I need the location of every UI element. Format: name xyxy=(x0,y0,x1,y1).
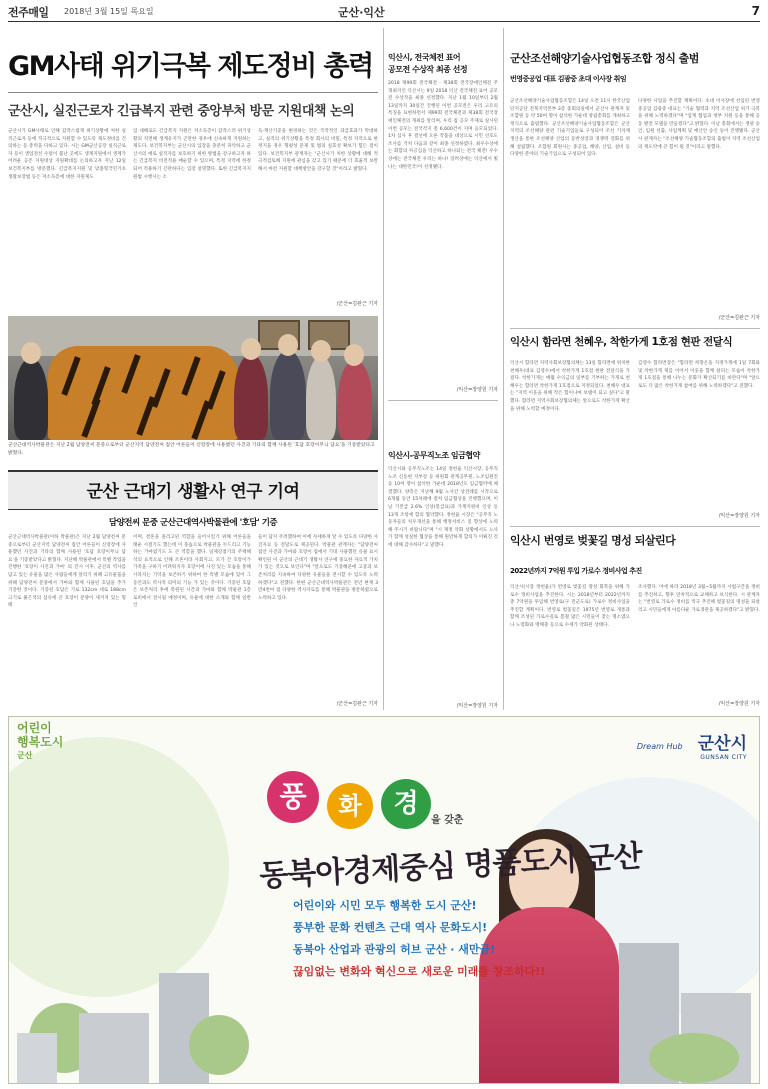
labor-body: 익산시와 공무직노조는 14일 정헌율 익산시장, 공무직노조 신동현 지부장 등 위원회 관계공무원, 노조임원진 등 10여 명이 참석한 가운데 2018년도 임금협약에 체결했다. 양측은 지난해 9월 노사간 상견례를 시작으로 6개월 동안 15차례에 걸쳐 임금협상을 진행했으며, 이날 기본급 2.6% 인상(봉급표)과 가계지원비 인상 등 13개 조항에 합의 협약했다. 정헌율 시장은 "공무직 노동자들의 처우개선을 통해 행정서비스 질 향상에 노력해 주시기 바랍니다"며 "시 재정 악화 상황에서도 노사가 함께 성실한 협상을 통해 원만하게 합의가 이뤄진 것에 대해 감사하다"고 말했다. xyxy=(388,467,498,548)
lead-column-3: 득·재산기준을 변경하는 것은 국작적인 과급효과가 막대하고, 실직의 위기상황을 특정 회사의 비밀, 특정 지역으로 한정지을 경우 형평성 문제 및 법의 실효성 확보가 힘든 점이 있다. 보건복지부 관계자는 "군산시가 처한 상황에 대해 적극적검토해 지원에 관심을 갖고 있기 때문에 더 효율적 보완해서 마련 지원할 대책방안을 강구할 것"이라고 밝혔다. xyxy=(258,129,378,172)
lead-column-2: 임 대해로도 긴급복지 지원은 저소득층이 갑작스러 위기상황의 직면해 생계유지가 곤란한 경우에 신속하게 지원하는 제도다. 보건복지부는 군산시의 입장을 충분히 파악하고 군산시의 애로 실직자를 보호하기 위한 방법을 강구하고자 하는 긴급복지 비전적용 매순할 수 있으며, 특정 지역에 한정되어 적용하기 긴란하다는 입장 설명했다. 또한 긴급복지지원법 시행시는 소 xyxy=(133,129,251,180)
issue-date: 2018년 3월 15일 목요일 xyxy=(64,7,154,16)
photo-caption: 군산근대역사박물관은 지난 2월 담양전씨 문중으로부터 군산지역 담양전씨 집안 어른들이 신랑장에 사용했던 사진과 기타의 함께 사용된 '호담 호랑이무늬 담요'을 기증받았다고 밝혔다. xyxy=(8,443,375,456)
ad-line-2: 풍부한 문화 컨텐츠 근대 역사 문화도시! xyxy=(293,921,488,934)
section-name: 군산·익산 xyxy=(338,6,385,19)
divider xyxy=(510,526,760,527)
shipbuilding-column-2: 다양한 사업을 추진할 계획이다. 초대 이사장에 선임된 번영중공업 김광중 대표는 "기술 협력과 지역 조선산업 위기 극복을 위해 노력하겠다"며 "업계 협업과 정부 지원 등을 통해 공동 발전 모델을 만들겠다"고 밝혔다. 이날 총회에서는 정관 승인, 임원 선출, 사업계획 및 예산안 승인 등이 진행됐다. 군산시 관계자는 "조선해양 기술협동조합의 출범이 지역 조선산업의 재도약에 큰 힘이 될 것"이라고 말했다. xyxy=(638,99,760,150)
ad-line-3: 동북아 산업과 관광의 허브 군산 · 새만금! xyxy=(293,943,496,956)
tiger-blanket xyxy=(48,346,238,440)
forum-headline-2: 공모전 수상작 최종 선정 xyxy=(388,65,468,74)
circle-hwa: 화 xyxy=(327,783,373,829)
dream-hub-logo: Dream Hub xyxy=(636,742,683,751)
circle-gyeong: 경 xyxy=(381,779,431,829)
labor-byline: /익산=장양원 기자 xyxy=(456,703,498,709)
ad-line-1: 어린이와 시민 모두 행복한 도시 군산! xyxy=(293,899,477,912)
column-divider xyxy=(383,28,384,710)
tiger-blanket-photo xyxy=(8,316,378,440)
shipbuilding-subheadline: 번영중공업 대표 김광중 초대 이사장 취임 xyxy=(510,75,627,83)
museum-byline: /군산=김완근 기자 xyxy=(336,701,378,707)
divider xyxy=(510,328,760,329)
cherry-column-1: 익산시(시장 정헌율)가 번영로 벚꽃길 명성 회복을 위해 가로수 정비사업을 추진한다. 시는 2018년부터 2022년까지 총 7억원을 투입해 번영로(구 전군도로) 가로수 정비사업을 추진할 계획이다. 번영로 벚꽃길은 1975년 번영로 개통과 함께 조성된 가로수길로 봄철 많은 시민들이 찾는 명소였으나 노령화와 병해충 등으로 수세가 약화된 상태다. xyxy=(510,585,630,628)
page-number: 7 xyxy=(751,4,760,18)
lead-subheadline: 군산시, 실진근로자 긴급복지 관련 중앙부처 방문 지원대책 논의 xyxy=(8,104,355,119)
museum-column-1: 군산근대역사박물관(이하 박물관)은 지난 2월 담양전씨 문중으로부터 군산지역 담양전씨 집안 어른들이 신랑장에 사용했던 사진과 기타의 함께 사용된 '호담 호랑이무늬 담요'을 기증받았다고 밝혔다. 지난해 박물관에서 특별 작업을 진행한 '호랑이 사진과 가마' 의 진시 이후, 군산의 역사를 담고 있는 유물을 많은 사람들에게 알리기 위해 고유물품을 위해 담양전씨 문중에서 가마와 함께 사용된 호담을 추가 기증한 것이다. 기증된 호담은 가로 132cm 세로 188cm 크기로 붉은색의 섬유에 큰 호랑이 문양이 새겨져 있는 형태 xyxy=(8,535,126,609)
ad-circle-suffix: 을 갖춘 xyxy=(431,815,464,826)
masthead xyxy=(8,4,760,22)
lead-column-1: 군산시가 GM사태로 인해 갑작스럽게 위기상황에 처한 실직근로자 등에 적극적으로 지원할 수 있도록 제도정비를 건의하는 등 총력을 다하고 있다. 시는 GM군산공장 실직근로자 등이 생업전선 수렁이 불난 곳에도 생계지원에서 생계가 어려운 공존 지원대상 지원확대를 논의하고자 지난 12일 보건복지부를 방문했다. 긴급복지지원 및 맞춤형국민기초생활보장법 등은 저소득층에 대한 지원제도 xyxy=(8,129,126,180)
column-divider xyxy=(503,28,504,710)
goodstore-headline: 익산시 함라면 천혜우, 착한가게 1호점 현판 전달식 xyxy=(510,336,733,348)
ad-city-logo xyxy=(637,729,747,761)
ad-main-title: 동북아경제중심 명품도시 군산 xyxy=(258,839,643,894)
divider xyxy=(388,400,498,401)
museum-headline: 군산 근대기 생활사 연구 기여 xyxy=(8,470,378,510)
cherry-column-2: 조사했다. 이에 따라 2018년 3월~5월까지 시범구간을 정비를 추진하고, 향후 연차적으로 교체하고 보식한다. 시 관계자는 "번영로 가로수 정비를 적극 추진해 벚꽃길의 명성을 되살리고 시민들에게 아름다운 가로경관을 제공하겠다"고 밝혔다. xyxy=(638,585,760,613)
labor-headline: 익산시-공무직노조 임금협약 xyxy=(388,451,480,460)
lead-byline: /군산=김완근 기자 xyxy=(336,301,378,307)
shipbuilding-column-1: 군산조선해양기술사업협동조합은 14일 오전 11시 한국산업단지공단 전북지역본부 3층 중회의실에서 군산시 관계자 및 조합원 등 약 50여 명이 참석한 가운데 창립총회를 개최하고 정식으로 출범했다. 군산조선해양기술사업협동조합은 군산지역의 조선해양 관련 기술기업들로 구성되어 조선 기자재 생산을 통한 조선해양 산업의 동반성장과 경쟁력 강화를 위해 설립했다. 조합원 회원사는 중공업, 해양, 산업, 설비 등 다양한 분야의 기술기업으로 구성되어 있다. xyxy=(510,99,630,158)
ad-line-4: 끊임없는 변화와 혁신으로 새로운 미래를 창조하다!! xyxy=(293,965,546,978)
shipbuilding-byline: /군산=김완근 기자 xyxy=(718,315,760,321)
ad-slogan-lines xyxy=(293,895,545,983)
cherry-subheadline: 2022년까지 7억원 투입 가로수 정비사업 추진 xyxy=(510,567,642,575)
goodstore-column-1: 익산시 함라면 지역사회보장협의체는 13일 함라면에 위치한 천혜우(대표 김영수)에서 착한가게 1호점 현판 전달식을 가졌다. 착한가게는 매월 수익금의 일부를 기부하는 가게로 천혜우는 함라면 착한가게 1호점으로 지정되었다. 천혜우 대표는 "지역 이웃을 위해 작은 힘이나마 보탬이 되고 싶다"고 말했다. 함라면 지역사회보장협의체는 앞으로도 착한가게 확산을 위해 노력할 예정이다. xyxy=(510,361,630,412)
city-name: 군산시 xyxy=(697,734,747,754)
museum-column-3: 들이 담지 주려했하여 이에 자세하게 알 수 있도록 다양한 사진자료 등 전달도로 제공된다. 박물관 관계자는 "담양전씨 집안 사진과 가마와 호랑이 집에서 기네 사용했던 유물 표시 확인된 이 군산의 근대기 생활사 연구에 중요한 자료적 가치가 있는 것으로 보인다"며 "앞으로도 기증해준에 고증과 보존처리를 지속하여 다양한 유물들을 전시할 수 있도록 노력하겠다"고 전했다. 한편 군산근대역사박물관은 전년 현재 3만4천여 점 다양한 역사자료를 통해 박물관을 방문하였으로 노력하고 있다. xyxy=(258,535,378,601)
ad-slogan-child-city: 어린이 행복도시 군산 xyxy=(17,721,64,760)
forum-body: 2018 제99회 전국체전 · 제38회 전국장애인체전 주 개최지인 익산시는 9일 2018 익산 전국체전 표어 공모전 수상작을 최종 선정했다. 지난 1월 10일부터 2월 13일까지 30일간 진행된 이번 공모전은 우리 고유의 특징을 표현하면서 제99회 전국체전과 제38회 전국장애인체전의 개최를 알리며, 우리 집 공모 주제로 실시된 이번 공모는 전국각지 총 6,600건이 지며 응모되었다. 1차 심사 후 결선에 오른 작품을 대상으로 시민 선호도 조사를 거쳐 다음과 같이 최종 선정하였다. 최우수상에는 화합의 자긍심을 익산하고 하나되는 전국 체전! 우수상에는 전국체전 우리는 하나! 장려상에는 익산에서 빛나는 대한민국!이 선정됐다. xyxy=(388,81,498,170)
cherry-byline: /익산=장양원 기자 xyxy=(718,701,760,707)
forum-headline-1: 익산시, 전국체전 표어 xyxy=(388,53,461,62)
city-name-en: GUNSAN CITY xyxy=(700,754,747,761)
paper-logo: 전주매일 xyxy=(8,6,49,19)
shipbuilding-headline: 군산조선해양기술사업협동조합 정식 출범 xyxy=(510,52,699,65)
forum-byline: /익산=장양원 기자 xyxy=(456,387,498,393)
cherry-headline: 익산시 번영로 벚꽃길 명성 되살린다 xyxy=(510,534,676,547)
museum-subheadline: 담양전씨 문중 군산근대역사박물관에 '호담' 기증 xyxy=(108,518,278,528)
divider xyxy=(8,92,378,93)
gunsan-city-advertisement xyxy=(8,716,760,1084)
goodstore-byline: /익산=장양원 기자 xyxy=(718,513,760,519)
lead-headline: GM사태 위기극복 제도정비 총력 xyxy=(8,51,373,82)
circle-pung: 풍 xyxy=(267,771,319,823)
goodstore-column-2: 김영수 함라면장은 "함라면 희망온돌 지정가게에 1일 7회와 및 착한가게 제를 이어서 이웃을 함께 살피는 모습이 착한가게 1호점을 통해 나누는 문화가 확산되기를 바란다"며 "앞으로도 더 많은 착한가게 참여를 위해 노력하겠다"고 전했다. xyxy=(638,361,760,389)
museum-column-2: 이며, 결혼을 올리고된 역할을 들어시킬기 위해 어른들을 태운 시절기도 했는데 이 풍습으로 박물관을 두드리고 기능하는 가마였기도 도 큰 역할을 했다. 일제강점기의 주택해석의 표적으로 인해 조혼이라 사회지고, 모가 간 호랑이가 가족을 구하기 어려워지자 호랑이에 사진 있는 모습을 통해 사라지는 기억을 보존하기 위하여 한 특별 모습에 있어 그 동안과도 역사적 의미의 기능 가 있는 것이다. 기증된 호담은 보존처리 후에 복원된 시간과 가마와 함께 박물관 1층 로비에서 전시될 예정이며, 유물에 대한 소개와 함께 일반인 xyxy=(133,535,251,609)
